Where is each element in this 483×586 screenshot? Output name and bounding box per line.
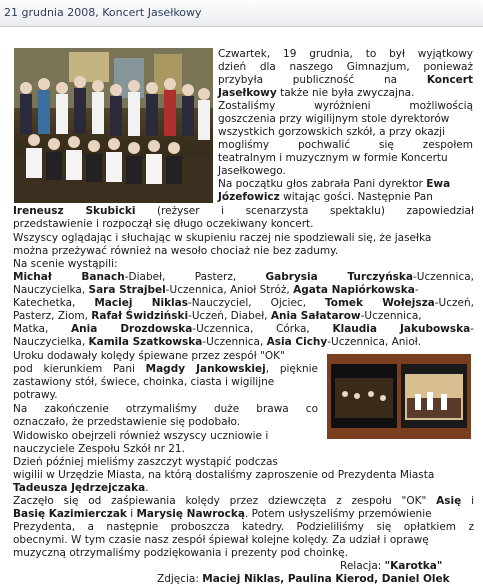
text-line: wszystkich gorzowskich szkół, a przy okazji: [218, 126, 445, 138]
text-line: Czwartek, 19 grudnia, to był wyjątkowy: [218, 48, 473, 60]
text-line: dzień dla naszego Gimnazjum, ponieważ: [218, 61, 473, 73]
text-line: pod kierunkiem Pani Magdy Jankowskiej, pięknie: [13, 363, 318, 375]
credit-relacja-label: Relacja:: [340, 560, 382, 572]
text-line: Michał Banach-Diabeł, Pasterz, Gabrysia Turczyńska-Uczennica,: [13, 271, 474, 283]
text-line: Pasterz, Ziom, Rafał Świdziński-Uczeń, Diabeł, Ania Sałatarow-Uczennica,: [13, 310, 422, 322]
text-line: Ireneusz Skubicki (reżyser i scenarzysta spektaklu) zapowiedział: [13, 205, 474, 217]
text-line: Józefowicz witając gości. Następnie Pan: [218, 191, 433, 203]
text-line: Wszyscy oglądając i słuchając w skupieniu raczej nie spodziewali się, że jasełka: [13, 232, 432, 244]
text-line: Nauczycielka, Kamila Szatkowska-Uczennica, Asia Cichy-Uczennica, Anioł.: [13, 336, 422, 348]
text-line: Jasełkowego.: [218, 165, 286, 177]
text-line: Na zakończenie otrzymaliśmy duże brawa co: [13, 403, 318, 415]
text-line: zastawiony stół, świece, choinka, ciasta i wigilijne: [13, 376, 275, 388]
credit-relacja: [340, 560, 442, 573]
text-line: Dzień później mieliśmy zaszczyt wystąpić podczas: [13, 456, 278, 468]
text-line: goszczenia przy wigilijnym stole dyrektorów: [218, 113, 450, 125]
text-line: muzyczną otrzymaliśmy podziękowania i prezenty pod choinkę.: [13, 547, 348, 559]
text-line: teatralnym i muzycznym w formie Koncertu: [218, 152, 448, 164]
text-line: Tadeusza Jędrzejczaka.: [13, 482, 149, 494]
group-photo-image: [14, 48, 213, 203]
text-line: wigilii w Urzędzie Miasta, na którą dostaliśmy zaproszenie od Prezydenta Miasta: [13, 469, 435, 481]
credit-relacja-name: "Karotka": [384, 560, 443, 572]
credit-zdjecia-label: Zdjęcia:: [157, 573, 199, 585]
text-line: Zostaliśmy wyróżnieni możliwością: [218, 100, 473, 112]
text-line: nauczyciele Zespołu Szkół nr 21.: [13, 443, 185, 455]
text-line: Uroku dodawały kolędy śpiewane przez zespół "OK": [13, 350, 285, 362]
text-line: można przeżywać również na wesoło chociaż nie bez zadumy.: [13, 245, 339, 257]
text-line: Nauczycielka, Sara Strajbel-Uczennica, Anioł Stróż, Agata Napiórkowska-: [13, 284, 419, 296]
text-line: obecnymi. W tym czasie nasz zespół śpiewał kolejne kolędy. Za udział i oprawę: [13, 534, 429, 546]
text-line: potrawy.: [13, 389, 58, 401]
group-photo: [14, 48, 213, 203]
text-line: Matka, Ania Drozdowska-Uczennica, Córka, Klaudia Jakubowska-: [13, 323, 474, 335]
text-line: Na początku głos zabrała Pani dyrektor Ewa: [218, 178, 451, 190]
text-line: przedstawienie i rozpoczął się długo oczekiwany koncert.: [13, 218, 314, 230]
text-line: mogliśmy pochwalić się zespołem: [218, 139, 473, 151]
text-line: Na scenie wystąpili:: [13, 258, 118, 270]
text-line: Zaczęło się od zaśpiewania kolędy przez dziewczęta z zespołu "OK" Asię i: [13, 495, 474, 507]
stage-photo: [327, 354, 471, 439]
text-line: Basię Kazimierczak i Marysię Nawrocką. Potem usłyszeliśmy przemówienie: [13, 508, 432, 520]
article-header: [0, 0, 483, 27]
text-line: Jasełkowy także nie była zwyczajna.: [218, 87, 415, 99]
text-line: Katechetka, Maciej Niklas-Nauczyciel, Ojciec, Tomek Wołejsza-Uczeń,: [13, 297, 474, 309]
text-line: oznaczało, że przedstawienie się podobało.: [13, 416, 241, 428]
stage-photo-image: [327, 354, 471, 439]
credit-zdjecia-names: Maciej Niklas, Paulina Kierod, Daniel Olek: [202, 573, 450, 585]
text-line: Widowisko obejrzeli również wszyscy uczniowie i: [13, 430, 269, 442]
credit-zdjecia: [157, 573, 450, 586]
text-line: Prezydenta, a następnie proboszcza katedry. Podzieliliśmy się opłatkiem z: [13, 521, 474, 533]
text-line: przybyła publiczność na Koncert: [218, 74, 473, 86]
article-title: 21 grudnia 2008, Koncert Jasełkowy: [4, 6, 202, 19]
